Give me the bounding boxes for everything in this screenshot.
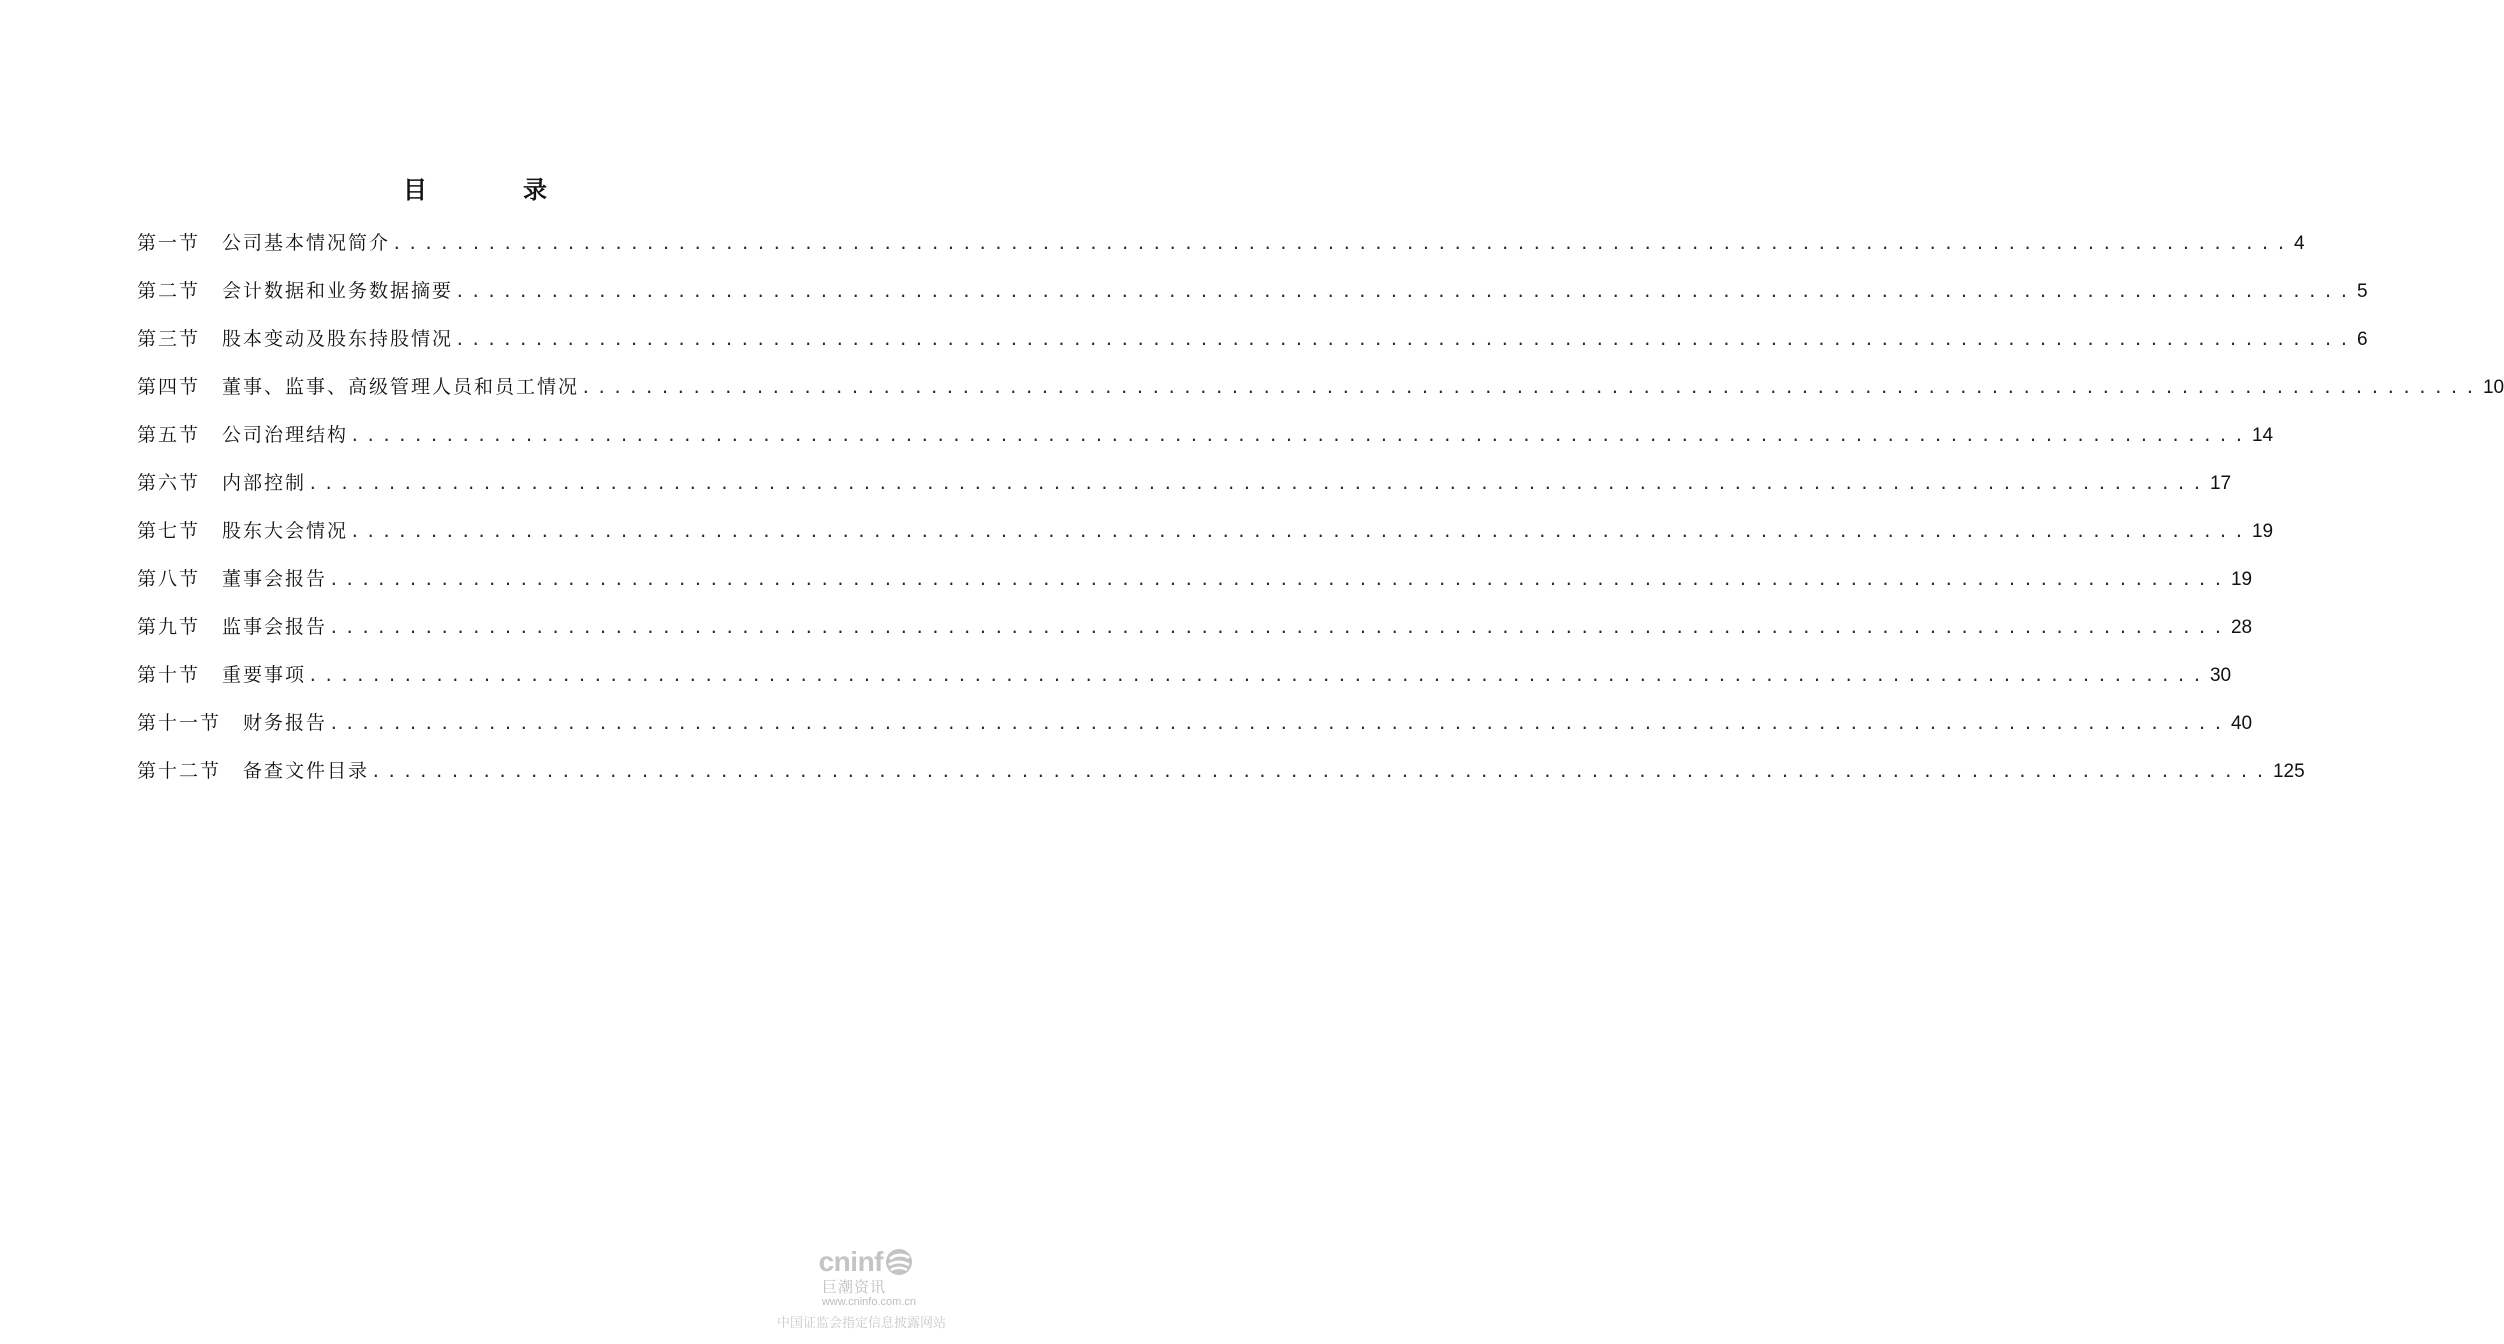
toc-section-number: 第七节 [137,520,201,542]
cninfo-swirl-icon [884,1247,914,1277]
toc-page-number: 4 [2293,233,2305,254]
toc-entry[interactable] [137,418,2274,466]
toc-section-number: 第六节 [137,472,201,494]
toc-leader-dots: ........................................................................................................................ [392,234,2292,253]
watermark-brand: cninf [818,1246,883,1277]
title-char-right: 录 [523,176,547,204]
toc-section-number: 第十二节 [137,760,222,782]
toc-section-title: 董事会报告 [222,568,328,590]
table-of-contents [137,226,2504,802]
toc-section-number: 第三节 [137,328,201,350]
toc-page-number: 30 [2209,665,2232,686]
toc-page-number: 40 [2230,713,2253,734]
toc-section-title: 股本变动及股东持股情况 [222,328,454,350]
toc-page-number: 19 [2230,569,2253,590]
watermark-tagline: 中国证监会指定信息披露网站 [776,1316,946,1331]
toc-leader-dots: ........................................................................................................................ [350,522,2250,541]
toc-leader-dots: ........................................................................................................................ [308,474,2208,493]
watermark-url: www.cninfo.com.cn [821,1296,916,1308]
toc-leader-dots: ........................................................................................................................ [329,714,2229,733]
toc-section-number: 第四节 [137,376,201,398]
toc-entry[interactable] [137,610,2253,658]
toc-page-number: 5 [2356,281,2368,302]
toc-page-number: 6 [2356,329,2368,350]
toc-entry[interactable] [137,466,2232,514]
toc-leader-dots: ........................................................................................................................ [329,570,2229,589]
toc-entry[interactable] [137,706,2253,754]
toc-section-title: 重要事项 [222,664,307,686]
toc-entry[interactable] [137,658,2232,706]
toc-section-title: 股东大会情况 [222,520,349,542]
toc-section-title: 监事会报告 [222,616,328,638]
toc-page-number: 28 [2230,617,2253,638]
toc-section-title: 董事、监事、高级管理人员和员工情况 [222,376,580,398]
toc-page-number: 17 [2209,473,2232,494]
watermark-logo [819,1246,914,1278]
toc-section-title: 公司基本情况简介 [222,232,391,254]
toc-leader-dots: ........................................................................................................................ [350,426,2250,445]
toc-entry[interactable] [137,322,2368,370]
toc-section-number: 第十一节 [137,712,222,734]
toc-section-title: 内部控制 [222,472,307,494]
toc-section-number: 第二节 [137,280,201,302]
toc-section-title: 备查文件目录 [243,760,370,782]
toc-leader-dots: ........................................................................................................................ [581,378,2481,397]
toc-leader-dots: ........................................................................................................................ [308,666,2208,685]
page-title [0,170,950,205]
cninfo-watermark [750,1246,946,1336]
toc-leader-dots: ........................................................................................................................ [455,282,2355,301]
toc-page-number: 19 [2251,521,2274,542]
toc-entry[interactable] [137,370,2504,418]
toc-section-title: 会计数据和业务数据摘要 [222,280,454,302]
toc-page-number: 125 [2272,761,2305,782]
toc-section-title: 公司治理结构 [222,424,349,446]
toc-section-number: 第八节 [137,568,201,590]
watermark-brand-cn: 巨潮资讯 [821,1278,886,1296]
toc-section-title: 财务报告 [243,712,328,734]
title-char-left: 目 [403,176,427,204]
toc-section-number: 第一节 [137,232,201,254]
toc-entry[interactable] [137,754,2305,802]
toc-section-number: 第九节 [137,616,201,638]
toc-entry[interactable] [137,226,2305,274]
toc-leader-dots: ........................................................................................................................ [455,330,2355,349]
toc-section-number: 第五节 [137,424,201,446]
toc-entry[interactable] [137,562,2253,610]
toc-section-number: 第十节 [137,664,201,686]
toc-entry[interactable] [137,274,2368,322]
toc-entry[interactable] [137,514,2274,562]
toc-leader-dots: ........................................................................................................................ [371,762,2271,781]
toc-page-number: 14 [2251,425,2274,446]
toc-page-number: 10 [2482,377,2504,398]
toc-leader-dots: ........................................................................................................................ [329,618,2229,637]
